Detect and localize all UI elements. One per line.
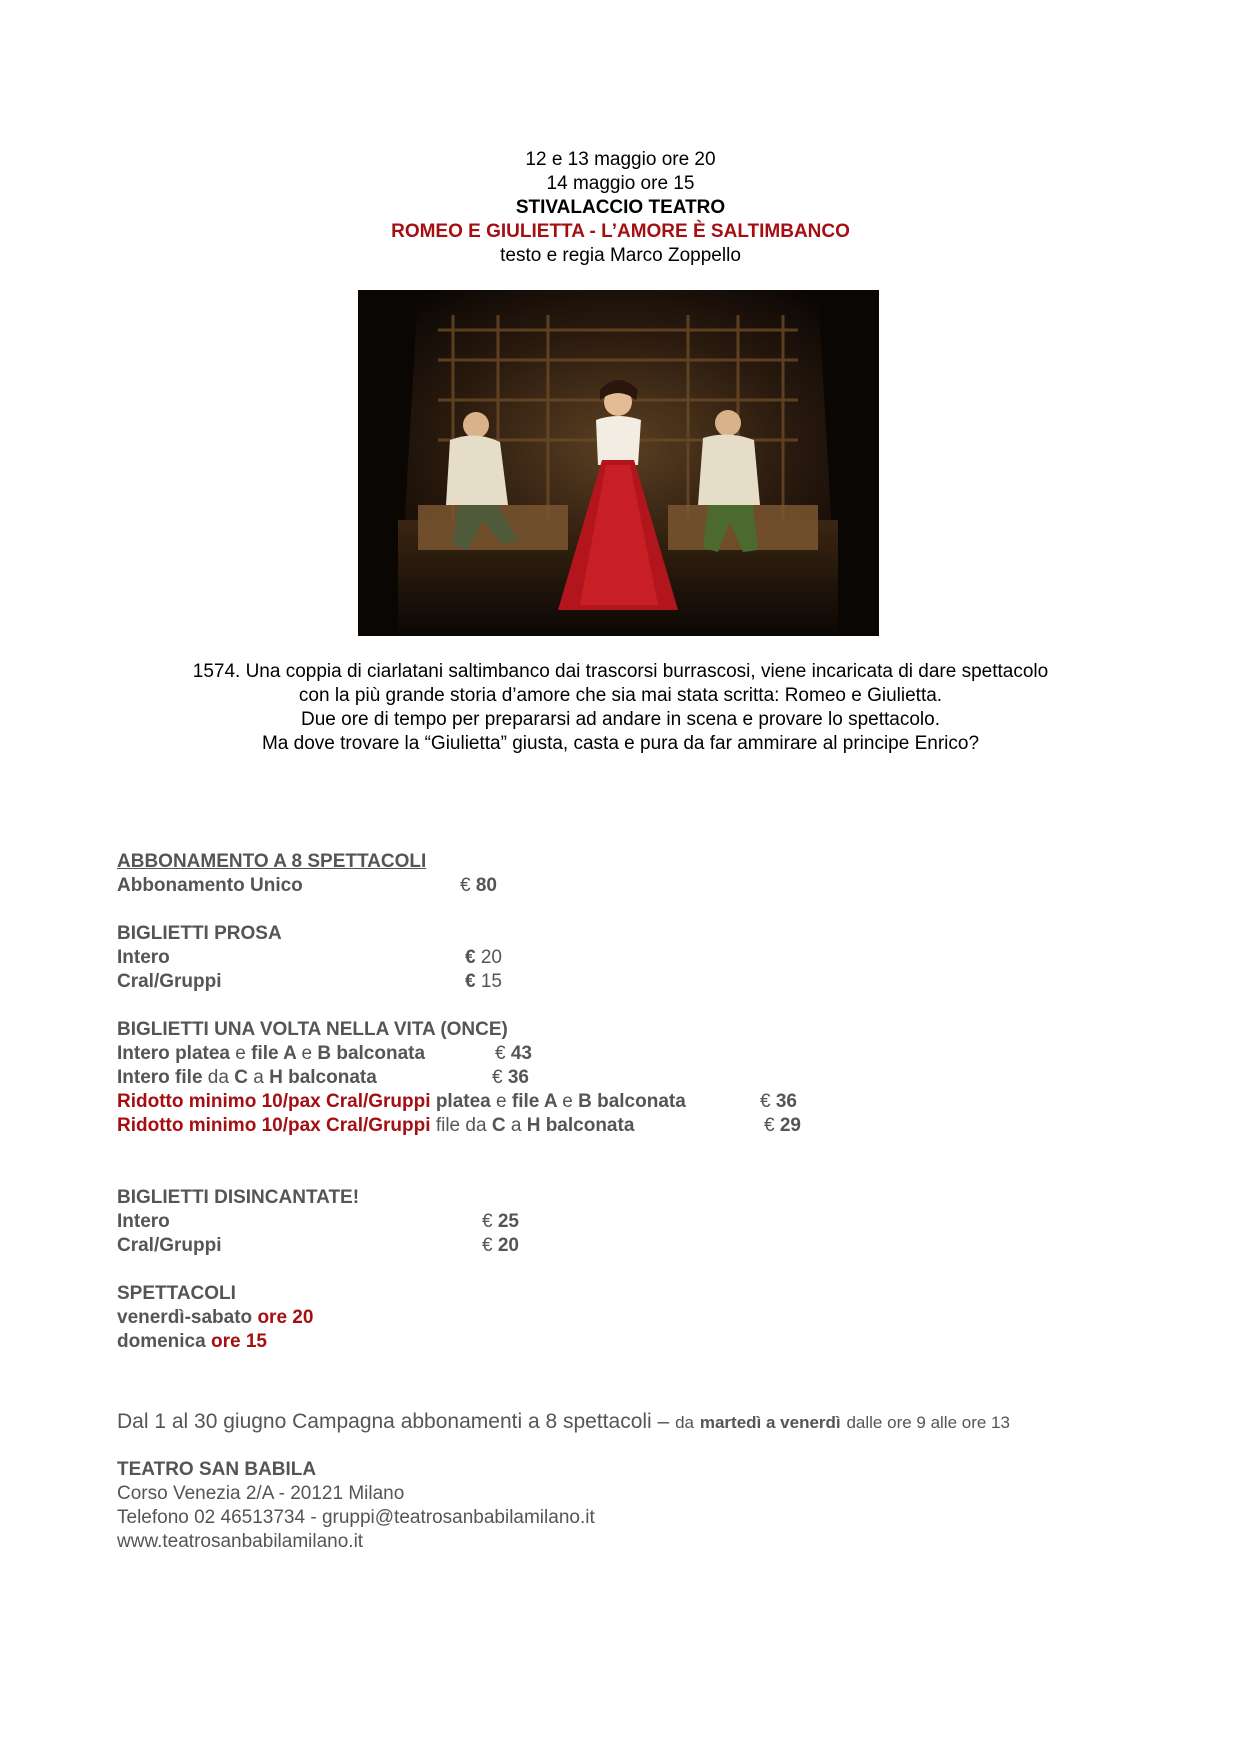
- prosa-gruppi-label: Cral/Gruppi: [117, 971, 222, 992]
- spettacoli-weekday: venerdì-sabato ore 20: [117, 1307, 314, 1328]
- description-line: Ma dove trovare la “Giulietta” giusta, casta e pura da far ammirare al principe Enrico?: [261, 733, 980, 754]
- once-row-3: Ridotto minimo 10/pax Cral/Gruppi platea e file A e B balconata: [117, 1091, 686, 1112]
- event-header: [0, 148, 1241, 268]
- euro-sign: €: [760, 1091, 771, 1112]
- disincantate-gruppi-price: [482, 1234, 519, 1258]
- price-value: 80: [475, 875, 497, 896]
- once-row-2-price: [492, 1066, 529, 1090]
- show-description: [0, 660, 1241, 756]
- description-line: 1574. Una coppia di ciarlatani saltimbanco dai trascorsi burrascosi, viene incaricata di dare spettacolo: [192, 661, 1049, 682]
- spettacoli-heading: SPETTACOLI: [117, 1283, 236, 1304]
- campaign-note: Dal 1 al 30 giugno Campagna abbonamenti a 8 spettacoli – da martedì a venerdì dalle ore 9 alle ore 13: [117, 1410, 1010, 1433]
- once-row-1: Intero platea e file A e B balconata: [117, 1043, 426, 1064]
- stage-photo: [358, 290, 879, 636]
- description-line: Due ore di tempo per prepararsi ad andare in scena e provare lo spettacolo.: [301, 709, 940, 730]
- theatre-contact: [117, 1458, 595, 1554]
- price-value: 36: [775, 1091, 797, 1112]
- prosa-intero-label: Intero: [117, 947, 170, 968]
- show-title: ROMEO E GIULIETTA - L’AMORE È SALTIMBANCO: [391, 221, 850, 242]
- stage-photo-illustration: [358, 290, 879, 636]
- prosa-gruppi-price: [465, 970, 502, 994]
- abbonamento-label: Abbonamento Unico: [117, 875, 303, 896]
- euro-sign: €: [764, 1115, 775, 1136]
- disincantate-heading: BIGLIETTI DISINCANTATE!: [117, 1187, 360, 1208]
- disincantate-intero-price: [482, 1210, 519, 1234]
- price-value: 20: [497, 1235, 519, 1256]
- disincantate-intero-label: Intero: [117, 1211, 170, 1232]
- prosa-intero-price: [465, 946, 502, 970]
- price-value: 43: [510, 1043, 532, 1064]
- description-line: con la più grande storia d’amore che sia mai stata scritta: Romeo e Giulietta.: [298, 685, 943, 706]
- price-value: 20: [480, 947, 502, 968]
- euro-sign: €: [492, 1067, 503, 1088]
- euro-sign: €: [465, 971, 476, 992]
- spettacoli-sunday: domenica ore 15: [117, 1331, 267, 1352]
- euro-sign: €: [495, 1043, 506, 1064]
- prosa-heading: BIGLIETTI PROSA: [117, 923, 282, 944]
- abbonamento-price: [460, 874, 497, 898]
- price-value: 29: [779, 1115, 801, 1136]
- price-value: 36: [507, 1067, 529, 1088]
- once-row-3-price: [760, 1090, 797, 1114]
- euro-sign: €: [465, 947, 476, 968]
- price-value: 15: [480, 971, 502, 992]
- theatre-website-link[interactable]: www.teatrosanbabilamilano.it: [117, 1531, 364, 1552]
- once-row-2: Intero file da C a H balconata: [117, 1067, 377, 1088]
- price-value: 25: [497, 1211, 519, 1232]
- company-name: STIVALACCIO TEATRO: [515, 197, 726, 218]
- once-row-1-price: [495, 1042, 532, 1066]
- abbonamento-heading: ABBONAMENTO A 8 SPETTACOLI: [117, 851, 427, 872]
- show-credits: testo e regia Marco Zoppello: [500, 245, 741, 266]
- event-sunday-date: 14 maggio ore 15: [546, 173, 695, 194]
- once-row-4-price: [764, 1114, 801, 1138]
- once-row-4: Ridotto minimo 10/pax Cral/Gruppi file da C a H balconata: [117, 1115, 635, 1136]
- disincantate-gruppi-label: Cral/Gruppi: [117, 1235, 222, 1256]
- theatre-name: TEATRO SAN BABILA: [117, 1459, 317, 1480]
- event-dates: 12 e 13 maggio ore 20: [525, 149, 716, 170]
- once-heading: BIGLIETTI UNA VOLTA NELLA VITA (ONCE): [117, 1019, 508, 1040]
- theatre-address: Corso Venezia 2/A - 20121 Milano: [117, 1483, 405, 1504]
- euro-sign: €: [482, 1235, 493, 1256]
- euro-sign: €: [460, 875, 471, 896]
- euro-sign: €: [482, 1211, 493, 1232]
- theatre-phone-email[interactable]: Telefono 02 46513734 - gruppi@teatrosanbabilamilano.it: [117, 1507, 595, 1528]
